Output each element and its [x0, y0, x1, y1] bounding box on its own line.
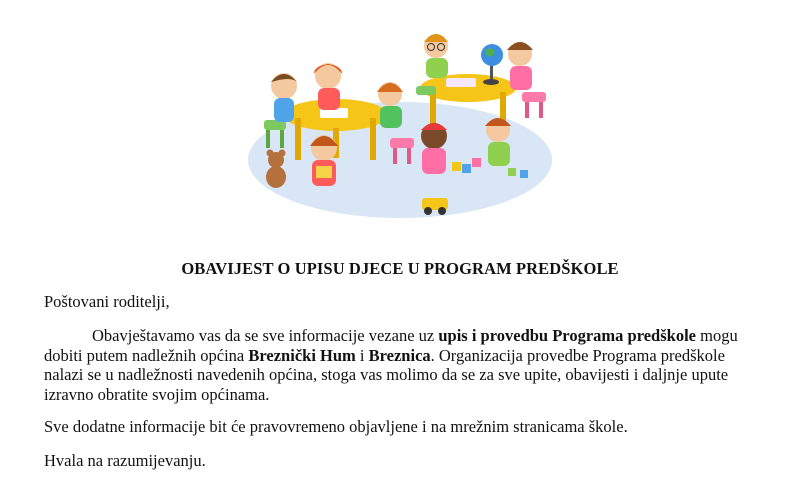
closing-line: Hvala na razumijevanju.: [44, 451, 206, 470]
child-girl-red: [314, 63, 342, 110]
paragraph-1-text-a: Obavještavamo vas da se sve informacije vezane uz: [92, 326, 439, 345]
children-classroom-illustration: [240, 20, 560, 225]
child-girl-right: [507, 42, 533, 90]
child-left: [271, 73, 297, 122]
child-boy-glasses: [424, 34, 448, 78]
paragraph-1-bold-program: upis i provedbu Programa predškole: [438, 326, 696, 345]
paragraph-2: Sve dodatne informacije bit će pravovremeno objavljene i na mrežnim stranicama škole.: [44, 417, 628, 436]
paragraph-1-text-c: i: [355, 345, 369, 365]
paragraph-1-bold-breznicki-hum: Breznički Hum: [248, 345, 356, 365]
greeting: Poštovani roditelji,: [44, 292, 170, 311]
paragraph-1-bold-breznica: Breznica: [368, 345, 431, 365]
paragraph-1: [44, 326, 756, 404]
document-title: OBAVIJEST O UPISU DJECE U PROGRAM PREDŠKOLE: [181, 259, 619, 278]
paragraph-1-text-d: . Organizacija provedbe Programa predškole nalazi se u nadležnosti navedenih općina, stoga vas molimo da se za sve upite, obavijesti i daljnje upute izravno obratite svojim općinama.: [44, 345, 729, 404]
paragraph-1-text-b: mogu dobiti putem nadležnih općina: [44, 326, 738, 365]
